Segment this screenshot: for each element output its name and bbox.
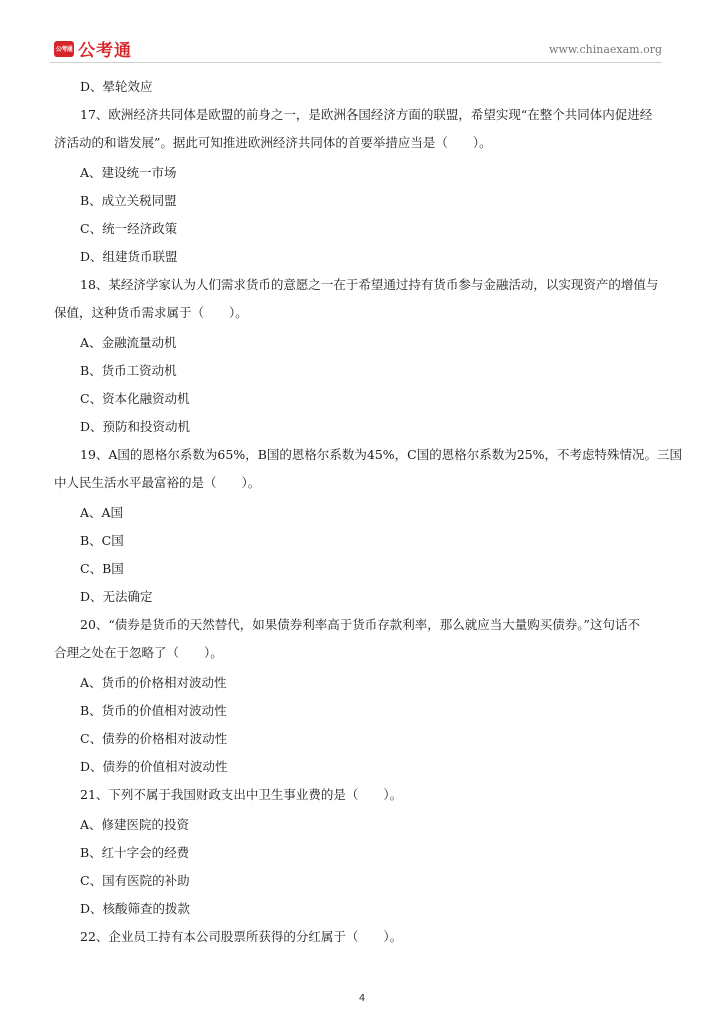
option-line: A、金融流量动机 — [80, 335, 177, 350]
page-header — [50, 36, 662, 62]
option-line: A、A国 — [80, 505, 124, 520]
option-line: C、债券的价格相对波动性 — [80, 731, 228, 746]
option-line: B、成立关税同盟 — [80, 193, 177, 208]
page-number: 4 — [358, 993, 366, 1004]
option-line: C、资本化融资动机 — [80, 391, 190, 406]
option-line: D、晕轮效应 — [80, 79, 153, 94]
header-divider — [50, 62, 662, 63]
option-line: D、债券的价值相对波动性 — [80, 759, 228, 774]
option-line: C、国有医院的补助 — [80, 873, 190, 888]
question-line: 合理之处在于忽略了（ ）。 — [54, 645, 223, 660]
question-line: 中人民生活水平最富裕的是（ ）。 — [54, 475, 261, 490]
logo-text: 公考通 — [78, 41, 132, 61]
question-line: 18、某经济学家认为人们需求货币的意愿之一在于希望通过持有货币参与金融活动，以实现资产的增值与 — [80, 277, 659, 292]
option-line: D、预防和投资动机 — [80, 419, 191, 434]
option-line: A、修建医院的投资 — [80, 817, 190, 832]
logo-mark: 公考通 — [54, 41, 74, 57]
option-line: D、核酸筛查的拨款 — [80, 901, 191, 916]
option-line: B、货币工资动机 — [80, 363, 177, 378]
question-line: 保值，这种货币需求属于（ ）。 — [54, 305, 248, 320]
option-line: B、C国 — [80, 533, 124, 548]
option-line: C、统一经济政策 — [80, 221, 178, 236]
option-line: C、B国 — [80, 561, 124, 576]
option-line: B、货币的价值相对波动性 — [80, 703, 227, 718]
question-line: 22、企业员工持有本公司股票所获得的分红属于（ ）。 — [80, 929, 403, 944]
option-line: D、无法确定 — [80, 589, 153, 604]
logo — [54, 36, 132, 61]
option-line: A、货币的价格相对波动性 — [80, 675, 227, 690]
question-line: 19、A国的恩格尔系数为65%，B国的恩格尔系数为45%，C国的恩格尔系数为25%，不考虑特殊情况。三国 — [80, 447, 683, 462]
question-line: 20、“债券是货币的天然替代，如果债券利率高于货币存款利率，那么就应当大量购买债券。”这句话不 — [80, 617, 640, 632]
question-line: 济活动的和谐发展”。据此可知推进欧洲经济共同体的首要举措应当是（ ）。 — [54, 135, 492, 150]
option-line: D、组建货币联盟 — [80, 249, 178, 264]
option-line: B、红十字会的经费 — [80, 845, 190, 860]
question-line: 21、下列不属于我国财政支出中卫生事业费的是（ ）。 — [80, 787, 403, 802]
site-url: www.chinaexam.org — [549, 43, 662, 56]
question-line: 17、欧洲经济共同体是欧盟的前身之一，是欧洲各国经济方面的联盟，希望实现“在整个共同体内促进经 — [80, 107, 653, 122]
option-line: A、建设统一市场 — [80, 165, 177, 180]
